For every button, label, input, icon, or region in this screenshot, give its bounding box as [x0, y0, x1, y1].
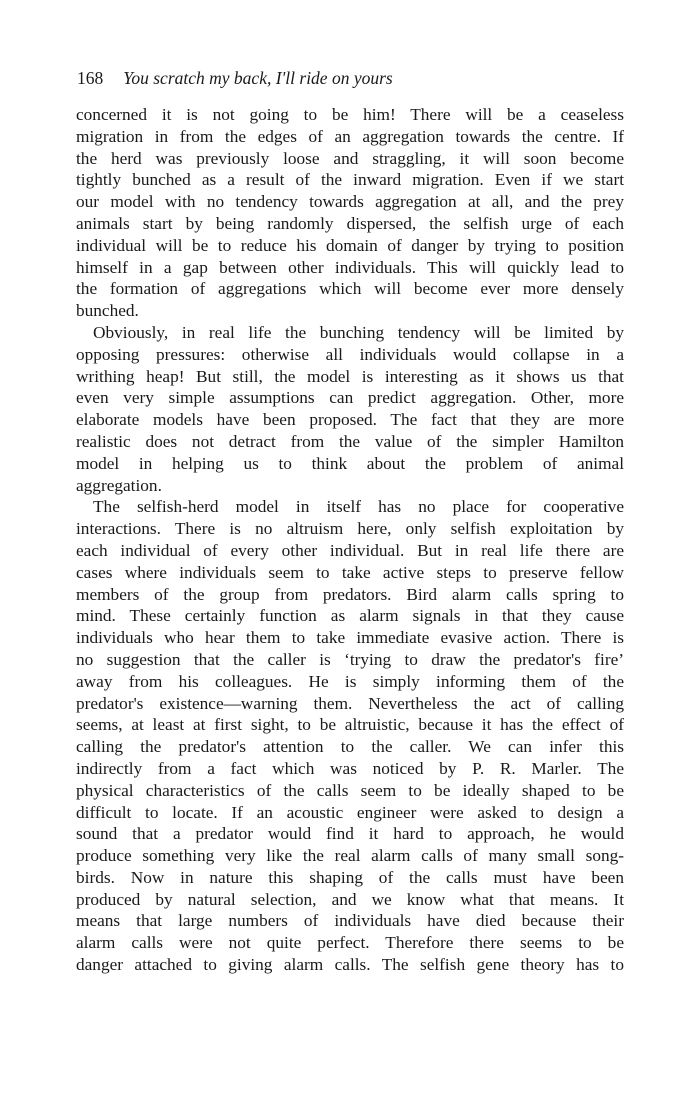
- text-line: means that large numbers of individuals have died because their: [76, 911, 624, 931]
- text-line: danger attached to giving alarm calls. The selfish gene theory has to: [76, 955, 624, 975]
- text-line: no suggestion that the caller is ‘trying to draw the predator's fire’: [76, 649, 624, 669]
- text-line: interactions. There is no altruism here, only selfish exploitation by: [76, 519, 624, 539]
- text-line: physical characteristics of the calls seem to be ideally shaped to be: [76, 780, 624, 800]
- text-line: Obviously, in real life the bunching tendency will be limited by: [93, 322, 624, 342]
- text-line: individual will be to reduce his domain of danger by trying to position: [76, 235, 624, 255]
- text-line: produce something very like the real alarm calls of many small song-: [76, 846, 624, 866]
- page-number: 168: [77, 68, 104, 88]
- text-line: concerned it is not going to be him! There will be a ceaseless: [76, 105, 624, 124]
- text-line: model in helping us to think about the problem of animal: [76, 453, 624, 473]
- text-line: mind. These certainly function as alarm signals in that they cause: [76, 606, 624, 626]
- text-line: indirectly from a fact which was noticed by P. R. Marler. The: [76, 758, 624, 778]
- text-line: even very simple assumptions can predict aggregation. Other, more: [76, 388, 624, 408]
- text-line: animals start by being randomly dispersed, the selfish urge of each: [76, 213, 624, 233]
- text-line: seems, at least at first sight, to be altruistic, because it has the effect of: [76, 715, 624, 735]
- text-line: himself in a gap between other individuals. This will quickly lead to: [76, 257, 624, 277]
- text-line: produced by natural selection, and we know what that means. It: [76, 889, 624, 909]
- text-line: migration in from the edges of an aggregation towards the centre. If: [76, 126, 624, 146]
- text-line: our model with no tendency towards aggregation at all, and the prey: [76, 192, 624, 212]
- text-line: opposing pressures: otherwise all individuals would collapse in a: [76, 344, 624, 364]
- running-title: You scratch my back, I'll ride on yours: [123, 68, 393, 88]
- text-line: individuals who hear them to take immediate evasive action. There is: [76, 628, 624, 648]
- text-line: the herd was previously loose and straggling, it will soon become: [76, 148, 624, 168]
- text-line: calling the predator's attention to the caller. We can infer this: [76, 737, 624, 757]
- text-line: writhing heap! But still, the model is interesting as it shows us that: [76, 366, 624, 386]
- running-header: [77, 66, 637, 90]
- text-line: sound that a predator would find it hard to approach, he would: [76, 824, 624, 844]
- text-line: each individual of every other individual. But in real life there are: [76, 540, 624, 560]
- text-line: away from his colleagues. He is simply informing them of the: [76, 671, 624, 691]
- text-line: realistic does not detract from the value of the simpler Hamilton: [76, 431, 624, 451]
- text-line: predator's existence—warning them. Nevertheless the act of calling: [76, 693, 624, 713]
- text-line: difficult to locate. If an acoustic engineer were asked to design a: [76, 802, 624, 822]
- text-line: cases where individuals seem to take active steps to preserve fellow: [76, 562, 624, 582]
- text-line: elaborate models have been proposed. The fact that they are more: [76, 410, 624, 430]
- text-line: The selfish-herd model in itself has no place for cooperative: [93, 497, 624, 517]
- text-line: birds. Now in nature this shaping of the calls must have been: [76, 867, 624, 887]
- text-line: tightly bunched as a result of the inward migration. Even if we start: [76, 170, 624, 190]
- text-line: bunched.: [76, 301, 139, 321]
- text-line: aggregation.: [76, 475, 162, 495]
- body-text: [76, 104, 624, 976]
- text-line: alarm calls were not quite perfect. Therefore there seems to be: [76, 933, 624, 953]
- text-line: the formation of aggregations which will become ever more densely: [76, 279, 624, 299]
- text-line: members of the group from predators. Bird alarm calls spring to: [76, 584, 624, 604]
